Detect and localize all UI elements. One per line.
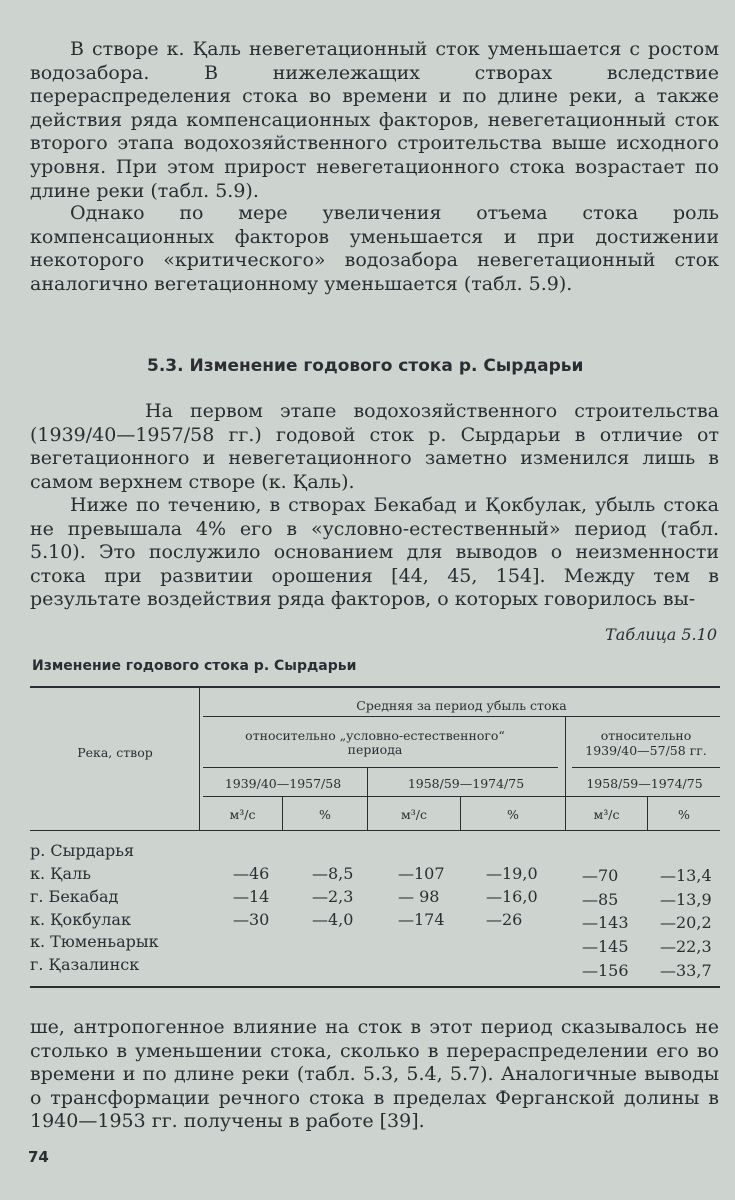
header-unit-pct-2: % xyxy=(507,807,519,822)
paragraph-2: Однако по мере увеличения отъема стока роль компенсационных факторов уменьшается и при достижении некоторого «критического» водозабора невегетационный сток аналогично вегетационному уменьшается (табл. 5.9). xyxy=(30,202,719,295)
table-cell: —145 xyxy=(582,937,629,956)
header-rule-base xyxy=(572,767,720,768)
table-cell: —30 xyxy=(233,910,270,929)
page-number: 74 xyxy=(28,1148,49,1166)
row-label: к. Қаль xyxy=(30,864,91,883)
table-cell: —143 xyxy=(582,913,629,932)
row-label: к. Қокбулак xyxy=(30,910,131,929)
table-cell: — 98 xyxy=(398,887,440,906)
header-rel-base-1: относительно xyxy=(600,728,692,743)
table-cell: —13,4 xyxy=(660,866,712,885)
table-cell: —19,0 xyxy=(486,864,538,883)
header-unit-pct-3: % xyxy=(678,807,690,822)
table-cell: —14 xyxy=(233,887,270,906)
header-rule-natural xyxy=(203,767,558,768)
header-rel-natural: относительно „условно-естественного“ периода xyxy=(245,728,505,757)
header-rel-base-2: 1939/40—57/58 гг. xyxy=(585,743,707,758)
table-cell: —13,9 xyxy=(660,890,712,909)
row-label: к. Тюменьарык xyxy=(30,932,159,951)
section-heading: 5.3. Изменение годового стока р. Сырдарьи xyxy=(147,356,584,376)
row-label: г. Бекабад xyxy=(30,887,119,906)
table-top-rule xyxy=(30,686,720,688)
vline-river xyxy=(199,688,200,830)
table-cell: —107 xyxy=(398,864,445,883)
table-cell: —16,0 xyxy=(486,887,538,906)
table-cell: —156 xyxy=(582,961,629,980)
table-cell: —20,2 xyxy=(660,913,712,932)
table-cell: —85 xyxy=(582,890,619,909)
table-cell: —46 xyxy=(233,864,270,883)
row-label: р. Сырдарья xyxy=(30,841,135,860)
header-unit-m3-2: м³/с xyxy=(401,807,427,822)
paragraph-1: В створе к. Қаль невегетационный сток уменьшается с ростом водозабора. В нижележащих створах вследствие перераспределения стока во времени и по длине реки, а также действия ряда компенсационных факторов, невегетационный сток второго этапа водохозяйственного строительства выше исходного уровня. При этом прирост невегетационного стока возрастает по длине реки (табл. 5.9). xyxy=(30,38,719,202)
row-label: г. Қазалинск xyxy=(30,955,140,974)
header-unit-pct-1: % xyxy=(319,807,331,822)
header-unit-m3-3: м³/с xyxy=(593,807,620,822)
table-cell: —8,5 xyxy=(312,864,354,883)
header-period-1: 1939/40—1957/58 xyxy=(224,776,342,791)
table-cell: —22,3 xyxy=(660,937,712,956)
header-unit-m3-1: м³/с xyxy=(229,807,256,822)
table-cell: —33,7 xyxy=(660,961,712,980)
header-river: Река, створ xyxy=(77,745,153,760)
header-period-2: 1958/59—1974/75 xyxy=(407,776,525,791)
header-period-3: 1958/59—1974/75 xyxy=(586,776,703,791)
table-cell: —4,0 xyxy=(312,910,354,929)
table-cell: —70 xyxy=(582,866,619,885)
table-title: Изменение годового стока р. Сырдарьи xyxy=(32,658,357,674)
table-caption: Таблица 5.10 xyxy=(605,625,717,644)
paragraph-5: ше, антропогенное влияние на сток в этот период сказывалось не столько в уменьшении стока, сколько в перераспределении его во времени и по длине реки (табл. 5.3, 5.4, 5.7). Аналогичные выводы о трансформации речного стока в пределах Ферганской долины в 1940—1953 гг. получены в работе [39]. xyxy=(30,1016,719,1133)
paragraph-4: Ниже по течению, в створах Бекабад и Қокбулак, убыль стока не превышала 4% его в «условно-естественный» период (табл. 5.10). Это послужило основанием для выводов о неизменности стока при развитии орошения [44, 45, 154]. Между тем в результате воздействия ряда факторов, о которых говорилось вы- xyxy=(30,494,719,611)
header-bottom-rule xyxy=(30,830,720,831)
table-cell: —174 xyxy=(398,910,445,929)
table-cell: —2,3 xyxy=(312,887,354,906)
header-rule-periods xyxy=(203,796,720,797)
header-main: Средняя за период убыль стока xyxy=(356,698,567,713)
header-rule-main xyxy=(203,716,720,717)
paragraph-3: На первом этапе водохозяйственного строительства (1939/40—1957/58 гг.) годовой сток р. Сырдарьи в отличие от вегетационного и невегетационного заметно изменился лишь в самом верхнем створе (к. Қаль). xyxy=(30,400,719,493)
table-bottom-rule xyxy=(30,986,720,988)
table-cell: —26 xyxy=(486,910,523,929)
